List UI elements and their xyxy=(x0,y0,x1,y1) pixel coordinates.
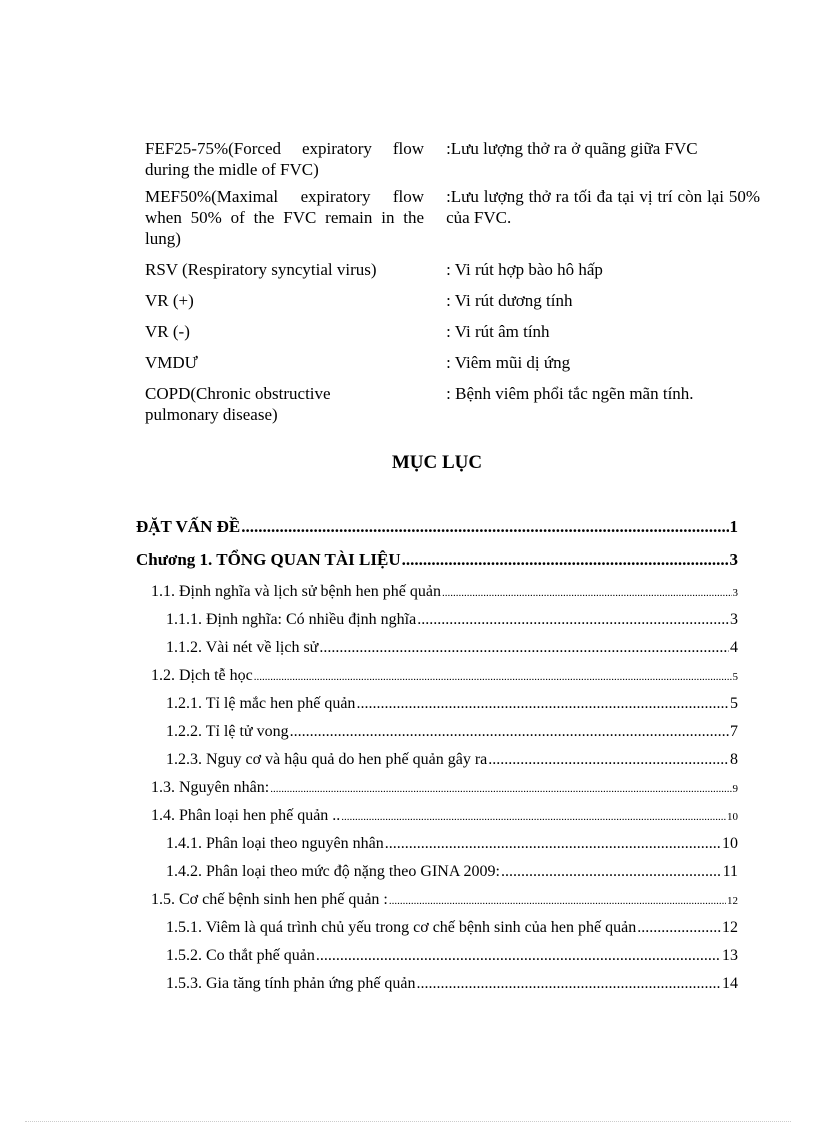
toc-entry[interactable] xyxy=(166,611,738,629)
toc-entry-text: 1.4. Phân loại hen phế quản .. xyxy=(151,807,341,824)
toc-entry[interactable] xyxy=(151,779,738,797)
leader-dots xyxy=(402,550,729,570)
abbreviation-term: VR (-) xyxy=(145,322,190,341)
abbreviation-list xyxy=(145,138,760,431)
toc-entry[interactable] xyxy=(166,835,738,853)
toc-entry-text: 1.5. Cơ chế bệnh sinh hen phế quản : xyxy=(151,891,388,908)
toc-entry[interactable] xyxy=(166,863,738,881)
toc-entry-text: 1.2.2. Tỉ lệ tử vong xyxy=(166,723,289,740)
toc-page-number: 3 xyxy=(729,550,738,569)
toc-page-number: 11 xyxy=(722,863,738,880)
toc-entry[interactable] xyxy=(166,751,738,769)
toc-entry-text: ĐẶT VẤN ĐỀ xyxy=(136,517,241,536)
abbreviation-definition: : Viêm mũi dị ứng xyxy=(446,353,571,372)
abbreviation-row xyxy=(145,383,760,425)
leader-dots xyxy=(254,671,732,683)
toc-entry[interactable] xyxy=(166,947,738,965)
abbreviation-term: VMDƯ xyxy=(145,353,198,372)
abbreviation-row xyxy=(145,352,760,373)
toc-entry[interactable] xyxy=(166,723,738,741)
toc-page-number: 10 xyxy=(722,835,738,852)
leader-dots xyxy=(488,751,729,769)
toc-page-number: 5 xyxy=(730,695,738,712)
leader-dots xyxy=(356,695,729,713)
toc-entry-text: 1.1. Định nghĩa và lịch sử bệnh hen phế quản xyxy=(151,583,441,600)
toc-page-number: 10 xyxy=(727,811,738,823)
leader-dots xyxy=(270,783,731,795)
toc-entry-text: 1.5.3. Gia tăng tính phản ứng phế quản xyxy=(166,975,416,992)
leader-dots xyxy=(319,639,729,657)
leader-dots xyxy=(501,863,722,881)
abbreviation-definition: :Lưu lượng thở ra ở quãng giữa FVC xyxy=(446,139,698,158)
toc-entry[interactable] xyxy=(166,975,738,993)
toc-entry[interactable] xyxy=(166,639,738,657)
abbreviation-term: FEF25-75%(Forced expiratory flow during the midle of FVC) xyxy=(145,139,425,179)
toc-page-number: 12 xyxy=(722,919,738,936)
leader-dots xyxy=(316,947,721,965)
abbreviation-row xyxy=(145,186,760,249)
toc-entry-text: 1.5.1. Viêm là quá trình chủ yếu trong cơ chế bệnh sinh của hen phế quản xyxy=(166,919,637,936)
leader-dots xyxy=(417,611,729,629)
abbreviation-term: VR (+) xyxy=(145,291,194,310)
leader-dots xyxy=(241,517,728,537)
leader-dots xyxy=(290,723,729,741)
abbreviation-definition: : Bệnh viêm phổi tắc ngẽn mãn tính. xyxy=(446,384,694,403)
leader-dots xyxy=(385,835,721,853)
toc-page-number: 14 xyxy=(722,975,738,992)
toc-entry[interactable] xyxy=(151,583,738,601)
leader-dots xyxy=(442,587,732,599)
toc-page-number: 5 xyxy=(732,671,738,683)
abbreviation-term: COPD(Chronic obstructive pulmonary disease) xyxy=(145,384,331,424)
abbreviation-term: RSV (Respiratory syncytial virus) xyxy=(145,260,377,279)
toc-entry-text: 1.4.2. Phân loại theo mức độ nặng theo GINA 2009: xyxy=(166,863,500,880)
toc-page-number: 4 xyxy=(730,639,738,656)
toc-entry-text: 1.2.1. Tỉ lệ mắc hen phế quản xyxy=(166,695,356,712)
toc-title: MỤC LỤC xyxy=(391,452,483,473)
toc-page-number: 3 xyxy=(732,587,738,599)
toc-page-number: 8 xyxy=(730,751,738,768)
page-bottom-divider xyxy=(25,1121,791,1122)
toc-page-number: 7 xyxy=(730,723,738,740)
toc-entry[interactable] xyxy=(166,919,738,937)
leader-dots xyxy=(389,895,726,907)
leader-dots xyxy=(417,975,721,993)
toc-entry[interactable] xyxy=(151,667,738,685)
toc-page-number: 12 xyxy=(727,895,738,907)
abbreviation-row xyxy=(145,321,760,342)
toc-entry[interactable] xyxy=(136,550,738,570)
abbreviation-term: MEF50%(Maximal expiratory flow when 50% of the FVC remain in the lung) xyxy=(145,187,425,248)
toc-page-number: 13 xyxy=(722,947,738,964)
toc-entry[interactable] xyxy=(151,807,738,825)
toc-page-number: 9 xyxy=(732,783,738,795)
abbreviation-definition: : Vi rút hợp bào hô hấp xyxy=(446,260,603,279)
toc-page-number: 1 xyxy=(729,517,738,536)
toc-entry-text: 1.2. Dịch tễ học xyxy=(151,667,253,684)
abbreviation-row xyxy=(145,138,760,180)
toc-entry-text: 1.1.1. Định nghĩa: Có nhiều định nghĩa xyxy=(166,611,417,628)
toc-entry-text: 1.2.3. Nguy cơ và hậu quả do hen phế quản gây ra xyxy=(166,751,488,768)
abbreviation-definition: :Lưu lượng thở ra tối đa tại vị trí còn lại 50% của FVC. xyxy=(446,187,760,227)
toc-entry-text: 1.4.1. Phân loại theo nguyên nhân xyxy=(166,835,384,852)
abbreviation-row xyxy=(145,290,760,311)
toc-entry-text: 1.3. Nguyên nhân: xyxy=(151,779,270,796)
toc-page-number: 3 xyxy=(730,611,738,628)
abbreviation-definition: : Vi rút dương tính xyxy=(446,291,573,310)
toc-entry[interactable] xyxy=(151,891,738,909)
leader-dots xyxy=(341,811,726,823)
abbreviation-definition: : Vi rút âm tính xyxy=(446,322,550,341)
toc-entry-text: 1.1.2. Vài nét về lịch sử xyxy=(166,639,319,656)
leader-dots xyxy=(637,919,721,937)
abbreviation-row xyxy=(145,259,760,280)
toc-entry-text: Chương 1. TỔNG QUAN TÀI LIỆU xyxy=(136,550,401,569)
toc-entry[interactable] xyxy=(136,517,738,537)
toc-entry-text: 1.5.2. Co thắt phế quản xyxy=(166,947,315,964)
toc-entry[interactable] xyxy=(166,695,738,713)
